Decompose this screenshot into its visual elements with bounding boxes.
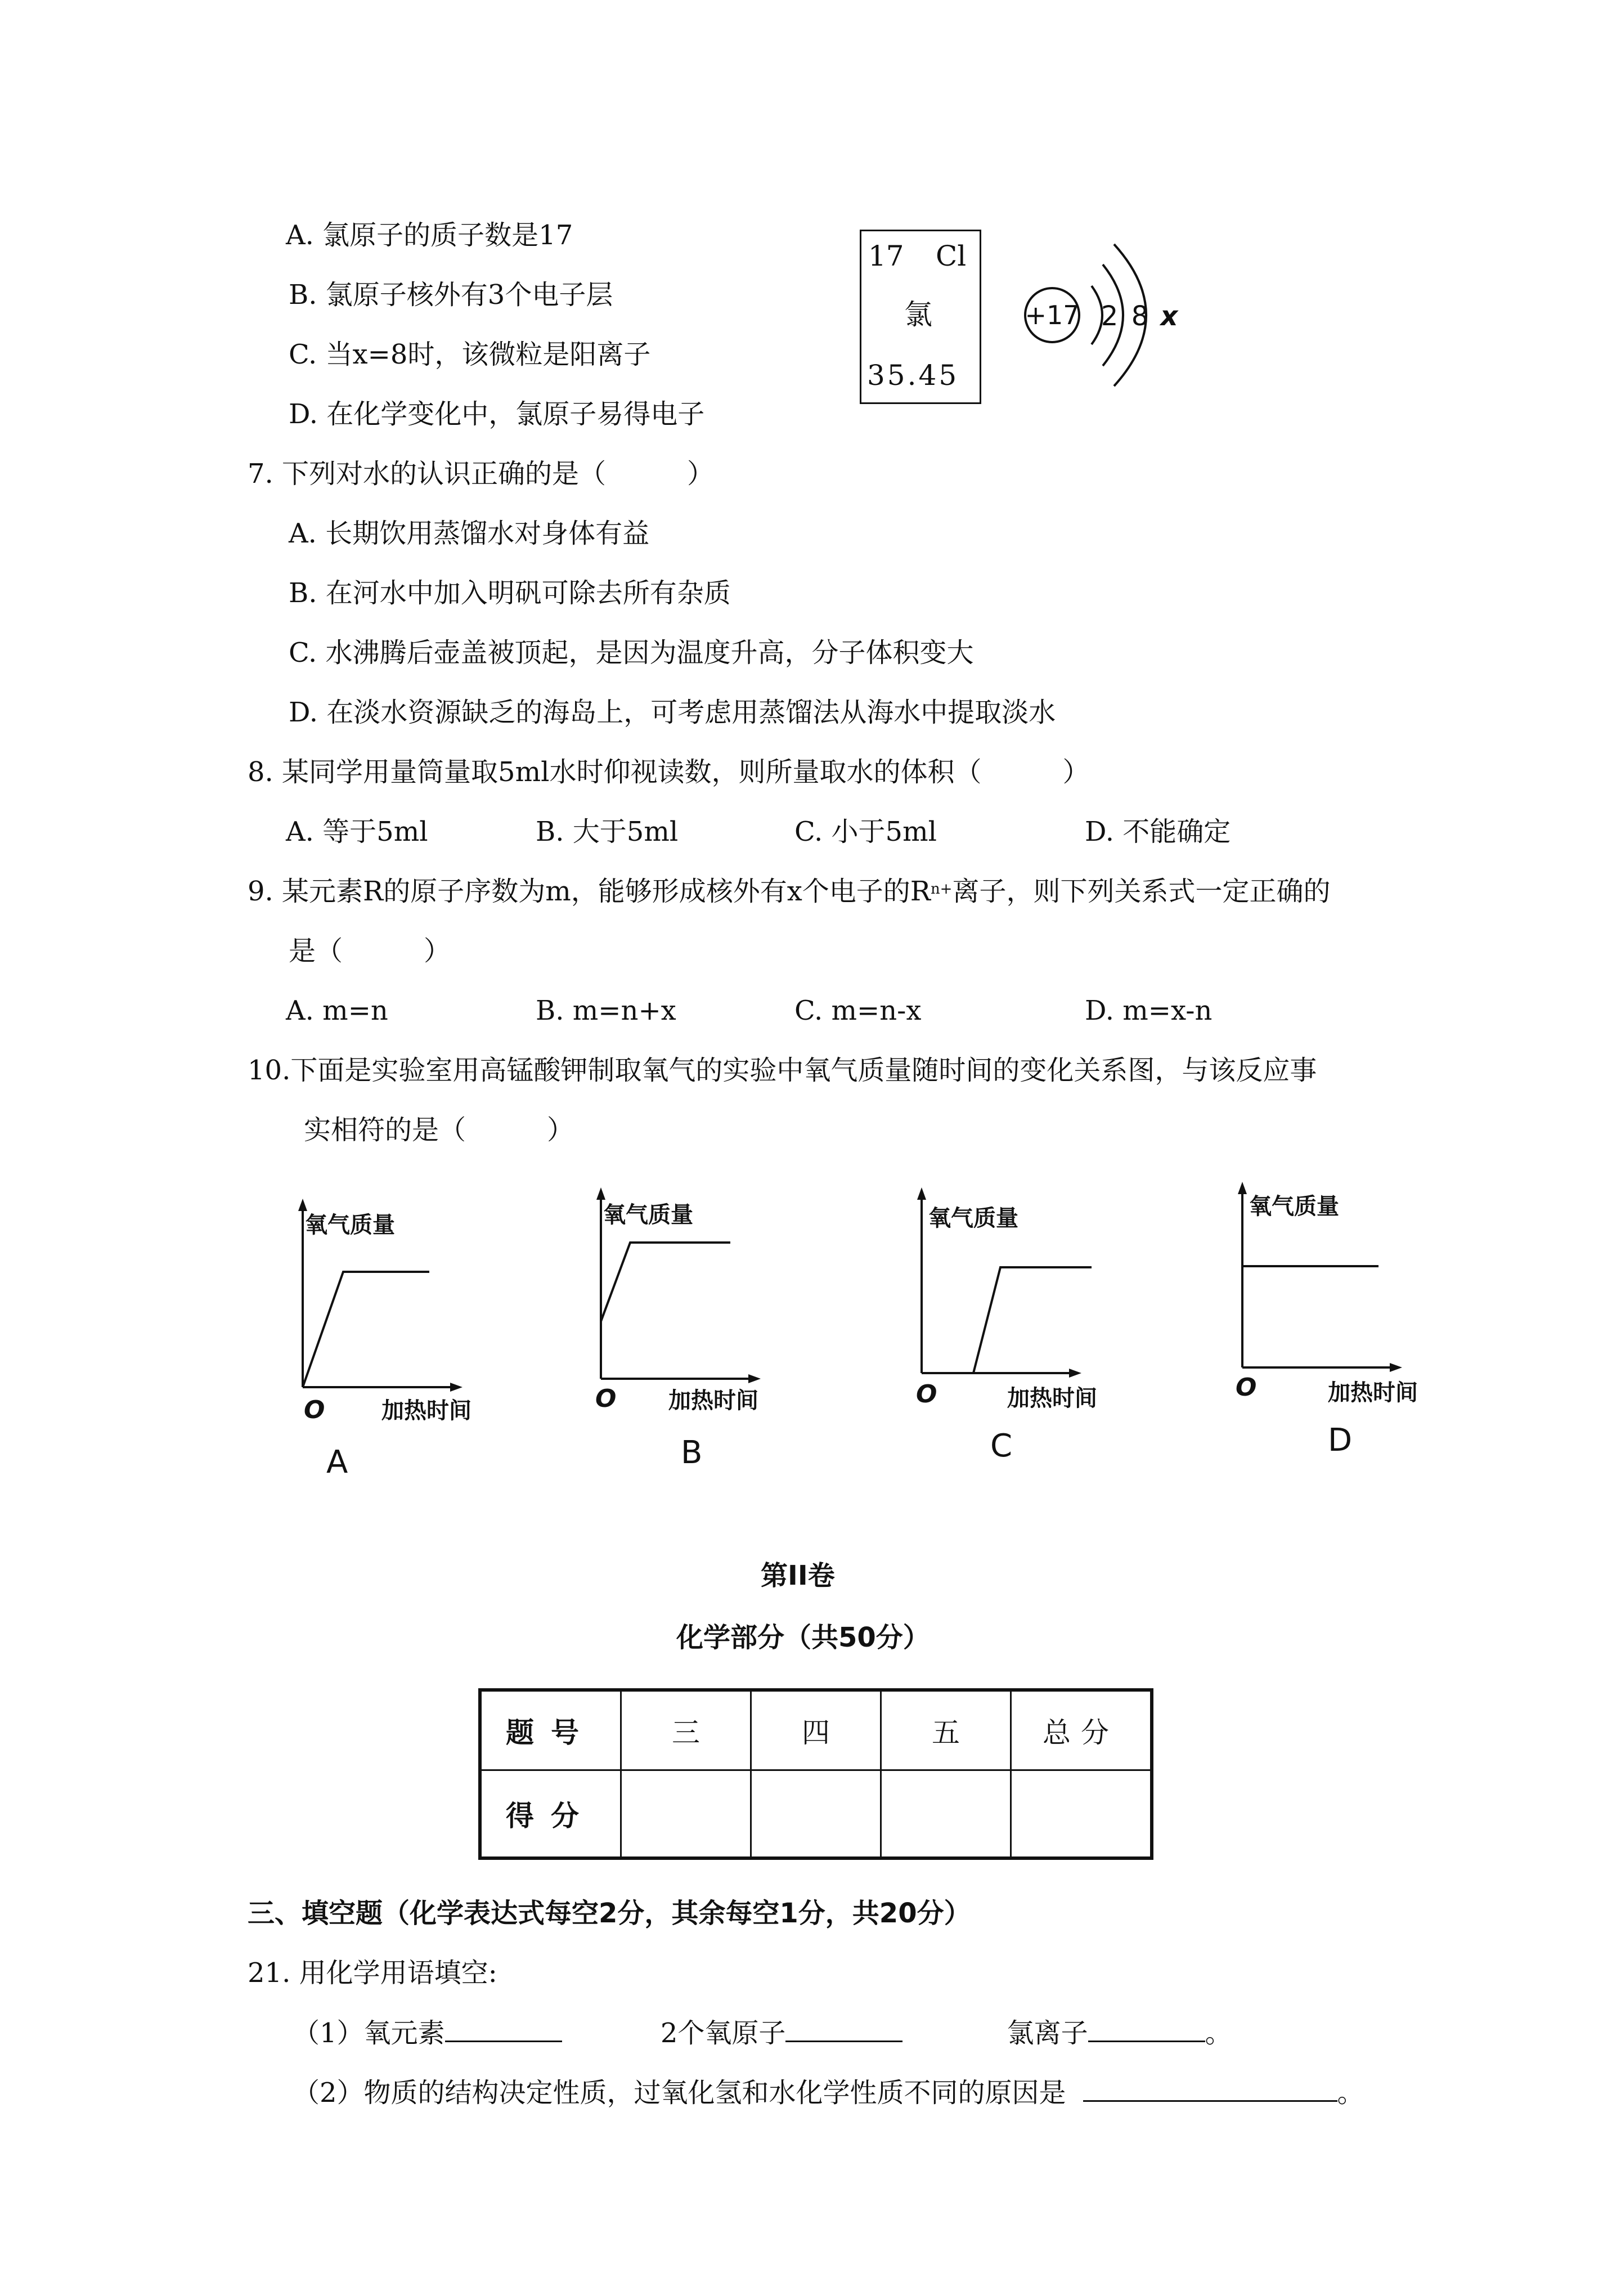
graph-c <box>889 1176 1114 1480</box>
q10-stem-line1: 10.下面是实验室用高锰酸钾制取氧气的实验中氧气质量随时间的变化关系图，与该反应事 <box>248 1055 1317 1086</box>
element-card <box>860 230 981 404</box>
oxygen-mass-curve <box>601 1243 730 1321</box>
q6-option-d: D. 在化学变化中，氯原子易得电子 <box>289 398 705 430</box>
graph-b-origin: O <box>595 1384 617 1413</box>
x-axis-arrow <box>450 1383 462 1392</box>
q8-stem: 8. 某同学用量筒量取5ml水时仰视读数，则所量取水的体积（ ） <box>248 756 1090 788</box>
q7-option-d: D. 在淡水资源缺乏的海岛上，可考虑用蒸馏法从海水中提取淡水 <box>289 697 1056 728</box>
q21-stem: 21. 用化学用语填空: <box>248 1957 497 1989</box>
element-name: 氯 <box>904 298 932 331</box>
q7-option-a: A. 长期饮用蒸馏水对身体有益 <box>289 518 650 549</box>
q21-oxygen-element-label: （1）氧元素 <box>293 2017 445 2049</box>
y-axis-arrow <box>596 1187 605 1200</box>
score-table-row2-label: 得分 <box>480 1770 621 1859</box>
x-axis-arrow <box>1390 1363 1402 1372</box>
x-axis-arrow <box>1069 1369 1081 1378</box>
q9-option-d: D. m=x-n <box>1085 995 1213 1026</box>
q9-stem-part-b: 离子，则下列关系式一定正确的 <box>952 876 1331 907</box>
q21-part2-text: （2）物质的结构决定性质，过氧化氢和水化学性质不同的原因是 <box>293 2077 1066 2109</box>
graph-a-ylabel: 氧气质量 <box>305 1212 395 1238</box>
graph-d <box>1210 1171 1435 1474</box>
q7-stem: 7. 下列对水的认识正确的是（ ） <box>248 458 715 490</box>
q21-part1-end: 。 <box>1205 2017 1232 2049</box>
score-cell-total[interactable] <box>1011 1770 1152 1859</box>
shell-count-1: 2 <box>1101 301 1119 332</box>
ion-charge-superscript: n+ <box>930 881 953 898</box>
graph-d-xlabel: 加热时间 <box>1328 1380 1418 1406</box>
q10-stem-line2: 实相符的是（ ） <box>304 1114 574 1146</box>
graph-b-xlabel: 加热时间 <box>668 1388 758 1414</box>
q9-stem-line1 <box>248 875 1330 908</box>
oxygen-mass-curve <box>973 1267 1092 1373</box>
q21-part1 <box>293 2014 1232 2050</box>
score-cell-5[interactable] <box>881 1770 1011 1859</box>
q9-option-c: C. m=n-x <box>794 995 922 1026</box>
q21-part2-end: 。 <box>1337 2077 1364 2109</box>
graph-c-origin: O <box>916 1380 937 1409</box>
x-axis-arrow <box>748 1374 761 1383</box>
graph-a-letter: A <box>326 1444 348 1481</box>
q7-option-c: C. 水沸腾后壶盖被顶起，是因为温度升高，分子体积变大 <box>289 637 974 669</box>
graph-b <box>568 1176 793 1480</box>
q9-stem-part-a: 9. 某元素R的原子序数为m，能够形成核外有x个电子的R <box>248 876 931 907</box>
element-symbol: Cl <box>936 240 967 272</box>
score-table-col-4: 四 <box>751 1690 881 1770</box>
graph-c-xlabel: 加热时间 <box>1007 1385 1097 1411</box>
oxygen-element-blank[interactable] <box>445 2014 562 2042</box>
oxygen-mass-curve <box>303 1272 429 1387</box>
q8-option-a: A. 等于5ml <box>286 816 428 847</box>
score-table-col-total: 总分 <box>1011 1690 1152 1770</box>
graph-d-origin: O <box>1236 1373 1257 1402</box>
nucleus-charge: +17 <box>1025 300 1080 330</box>
q9-stem-line2: 是（ ） <box>289 935 451 967</box>
graph-d-ylabel: 氧气质量 <box>1249 1194 1339 1219</box>
two-oxygen-atoms-blank[interactable] <box>785 2014 902 2042</box>
q9-option-a: A. m=n <box>286 995 388 1026</box>
atom-structure-diagram <box>1013 236 1198 400</box>
graph-b-ylabel: 氧气质量 <box>603 1202 693 1228</box>
q21-two-oxygen-atoms-label: 2个氧原子 <box>660 2017 786 2049</box>
graph-b-letter: B <box>681 1434 703 1471</box>
q6-option-c: C. 当x=8时，该微粒是阳离子 <box>289 339 651 370</box>
chloride-ion-blank[interactable] <box>1088 2014 1205 2042</box>
q9-option-b: B. m=n+x <box>536 995 676 1026</box>
graph-a-xlabel: 加热时间 <box>381 1398 472 1424</box>
graph-c-letter: C <box>990 1428 1013 1464</box>
q7-option-b: B. 在河水中加入明矾可除去所有杂质 <box>289 577 731 609</box>
atomic-mass: 35.45 <box>867 359 959 392</box>
score-cell-3[interactable] <box>621 1770 751 1859</box>
y-axis-arrow <box>1238 1182 1247 1194</box>
score-table-col-5: 五 <box>881 1690 1011 1770</box>
score-cell-4[interactable] <box>751 1770 881 1859</box>
graph-c-ylabel: 氧气质量 <box>928 1205 1018 1231</box>
part-ii-subtitle: 化学部分（共50分） <box>676 1622 930 1653</box>
shell-count-3: x <box>1160 301 1178 332</box>
score-table-row1-label: 题号 <box>480 1690 621 1770</box>
q8-option-d: D. 不能确定 <box>1085 816 1231 847</box>
shell-count-2: 8 <box>1131 301 1149 332</box>
property-difference-blank[interactable] <box>1083 2073 1337 2102</box>
q21-part2 <box>293 2073 1364 2110</box>
q8-option-b: B. 大于5ml <box>536 816 679 847</box>
q6-option-a: A. 氯原子的质子数是17 <box>286 219 573 251</box>
score-table <box>478 1688 1153 1860</box>
q8-option-c: C. 小于5ml <box>794 816 937 847</box>
atomic-number: 17 <box>868 240 904 272</box>
part-ii-title: 第II卷 <box>761 1560 835 1591</box>
section-3-heading: 三、填空题（化学表达式每空2分，其余每空1分，共20分） <box>248 1898 971 1929</box>
score-table-score-row <box>480 1770 1152 1859</box>
score-table-col-3: 三 <box>621 1690 751 1770</box>
y-axis-arrow <box>917 1187 926 1200</box>
graph-d-letter: D <box>1328 1422 1353 1459</box>
graph-a-origin: O <box>304 1396 325 1424</box>
q6-option-b: B. 氯原子核外有3个电子层 <box>289 279 613 311</box>
q21-chloride-ion-label: 氯离子 <box>1007 2017 1088 2049</box>
score-table-header-row <box>480 1690 1152 1770</box>
graph-a <box>270 1187 495 1491</box>
y-axis-arrow <box>298 1199 307 1211</box>
